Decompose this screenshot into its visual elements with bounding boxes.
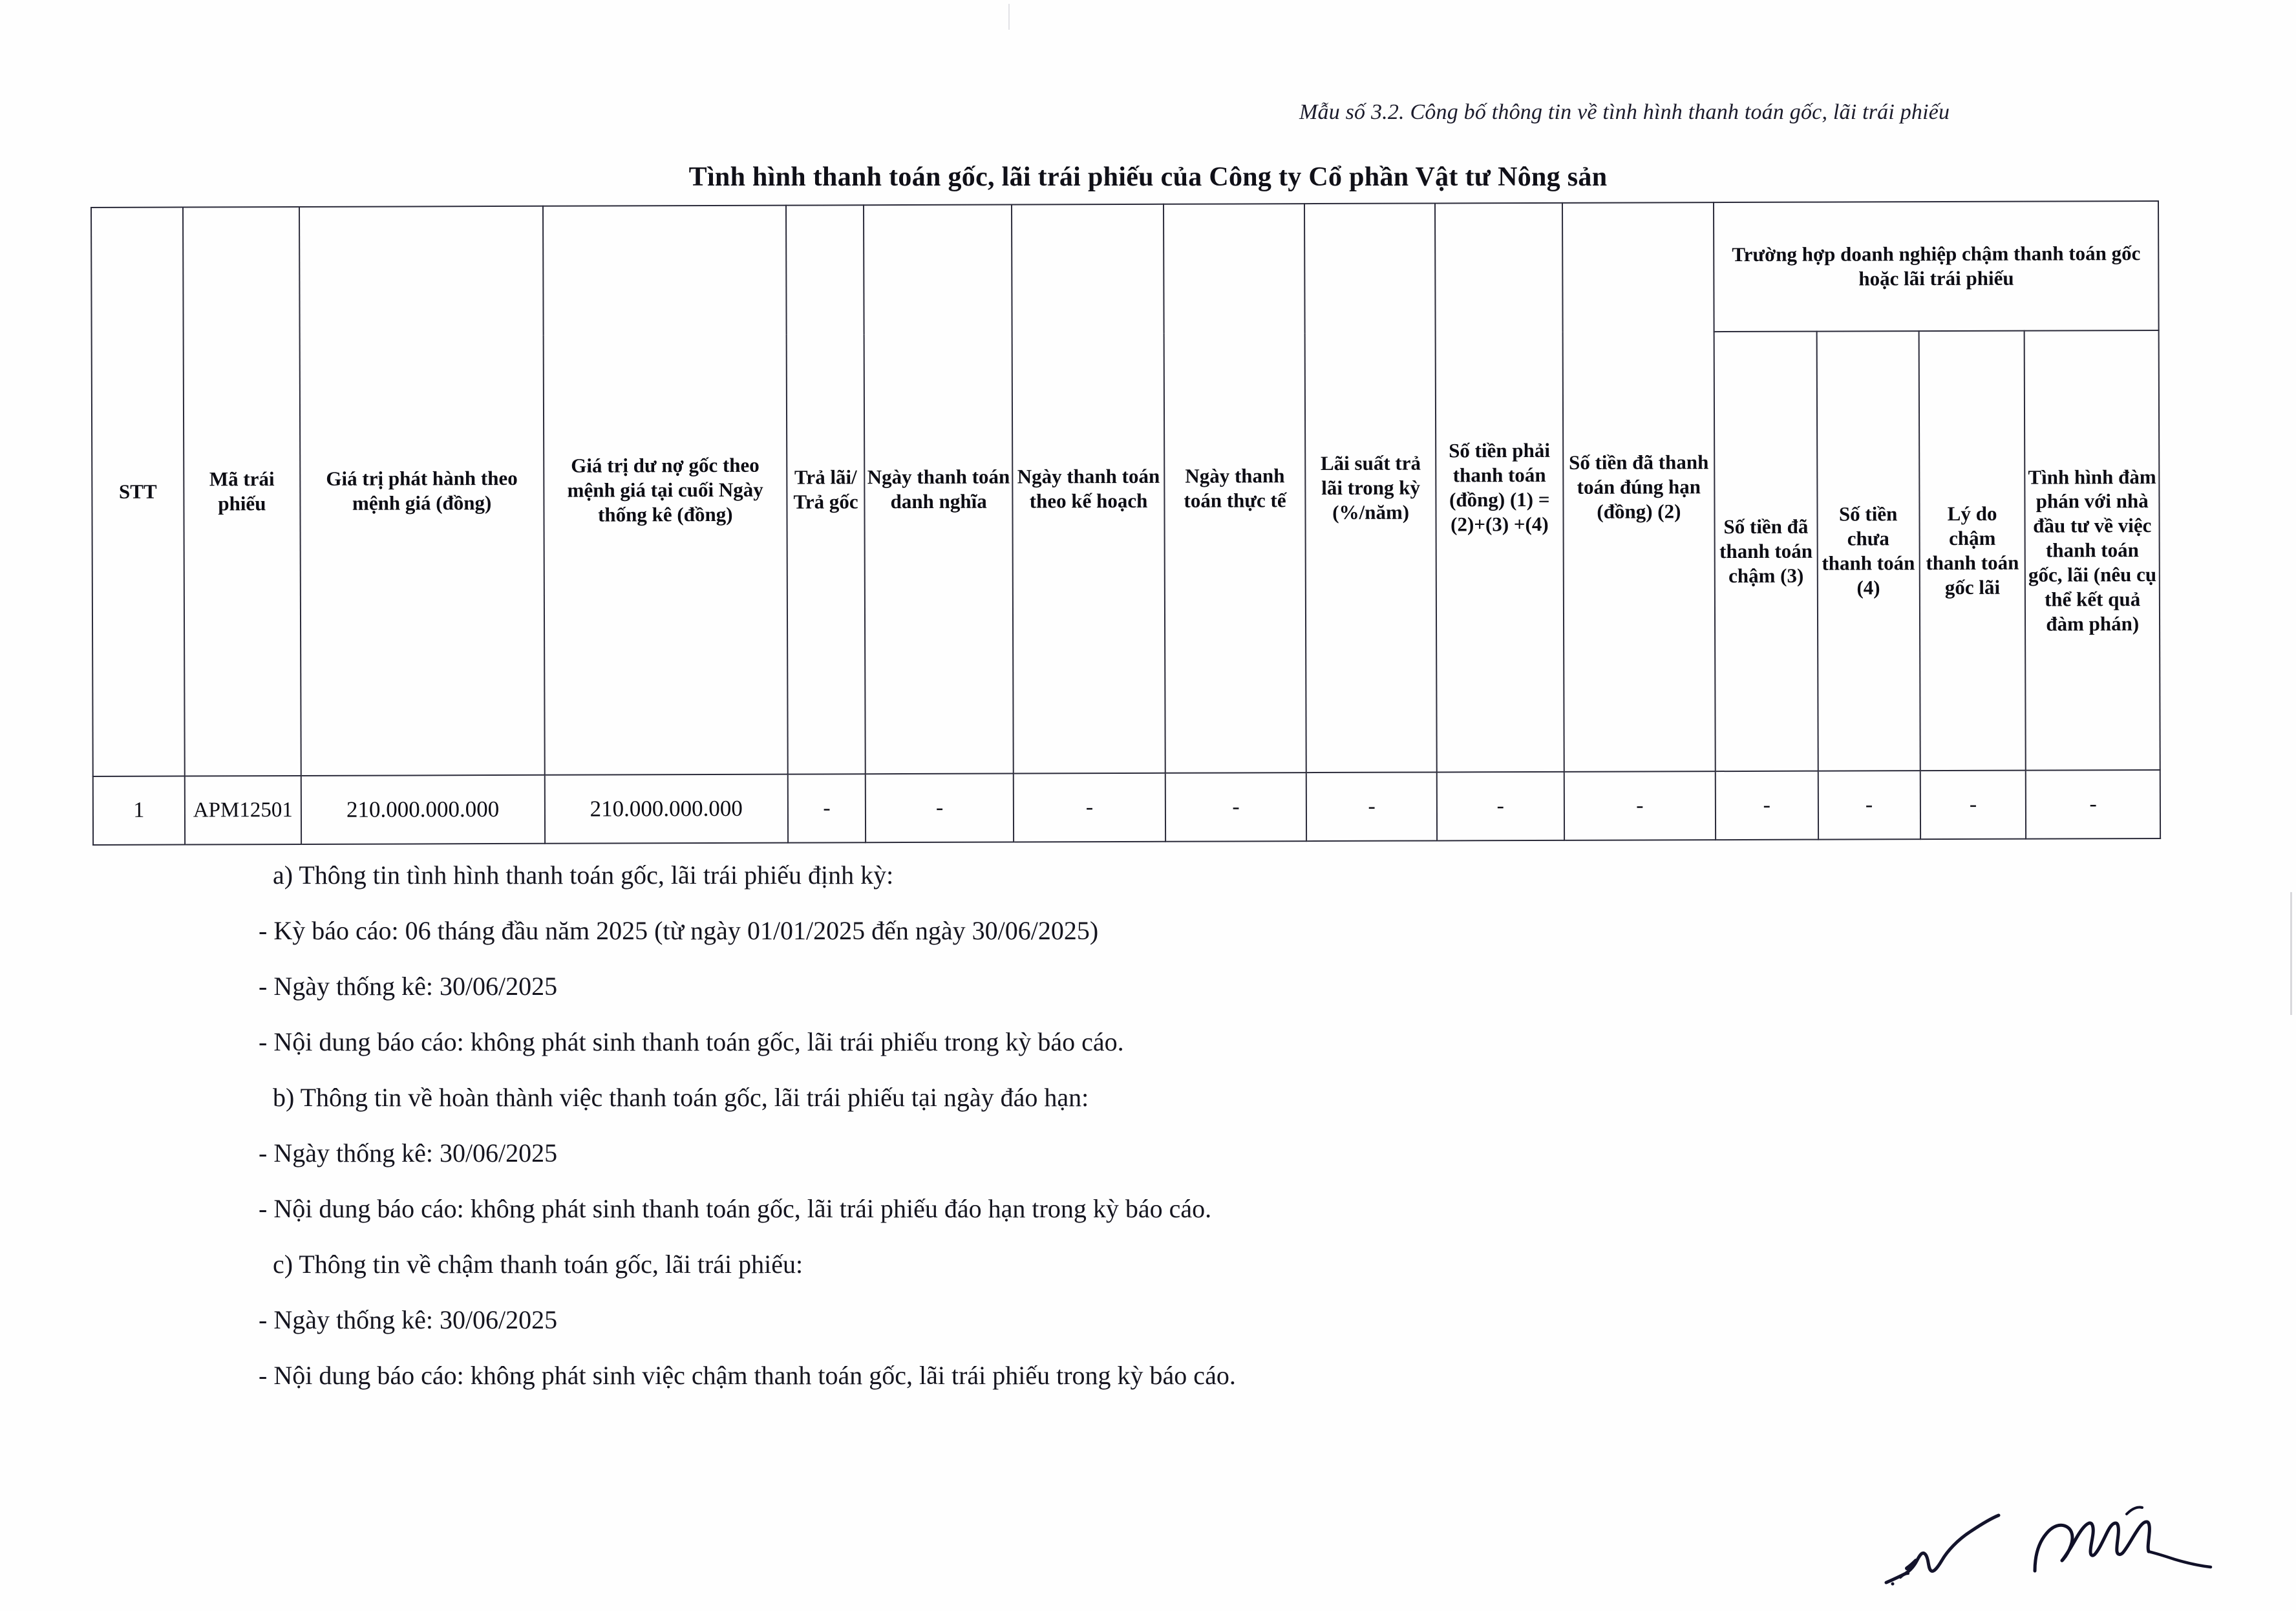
col-header-late-reason: Lý do chậm thanh toán gốc lãi bbox=[1919, 331, 2026, 771]
col-header-amount-due: Số tiền phải thanh toán (đồng) (1) = (2)+(3) +(4) bbox=[1435, 203, 1564, 773]
col-header-nominal-date: Ngày thanh toán danh nghĩa bbox=[864, 205, 1014, 774]
scan-artifact-top bbox=[1008, 4, 1010, 30]
page-title: Tình hình thanh toán gốc, lãi trái phiếu của Công ty Cổ phần Vật tư Nông sản bbox=[688, 162, 1608, 192]
cell-negotiation-status: - bbox=[2026, 770, 2160, 839]
col-header-code: Mã trái phiếu bbox=[183, 207, 301, 776]
cell-pay-type: - bbox=[788, 774, 866, 842]
col-header-planned-date: Ngày thanh toán theo kế hoạch bbox=[1012, 204, 1165, 774]
note-c-content: - Nội dung báo cáo: không phát sinh việc chậm thanh toán gốc, lãi trái phiếu trong kỳ báo cáo. bbox=[259, 1361, 1236, 1390]
col-header-amount-unpaid: Số tiền chưa thanh toán (4) bbox=[1816, 331, 1920, 771]
bond-payment-table bbox=[90, 200, 2161, 846]
note-b-content: - Nội dung báo cáo: không phát sinh thanh toán gốc, lãi trái phiếu đáo hạn trong kỳ báo cáo. bbox=[259, 1194, 1212, 1223]
note-b-date: - Ngày thống kê: 30/06/2025 bbox=[259, 1138, 558, 1168]
col-header-negotiation-status: Tình hình đàm phán với nhà đầu tư về việc thanh toán gốc, lãi (nêu cụ thể kết quả đàm phán) bbox=[2025, 330, 2160, 771]
form-number-label: Mẫu số 3.2. Công bố thông tin về tình hình thanh toán gốc, lãi trái phiếu bbox=[1299, 100, 1950, 124]
signature-mark-left bbox=[1881, 1506, 2030, 1597]
table-row bbox=[93, 770, 2160, 845]
note-c-date: - Ngày thống kê: 30/06/2025 bbox=[259, 1305, 558, 1334]
signature-area bbox=[1875, 1493, 2237, 1603]
col-header-actual-date: Ngày thanh toán thực tế bbox=[1164, 204, 1306, 773]
col-header-issue-value: Giá trị phát hành theo mệnh giá (đồng) bbox=[299, 206, 544, 776]
note-a-date: - Ngày thống kê: 30/06/2025 bbox=[259, 972, 558, 1001]
scan-artifact-right bbox=[2290, 892, 2292, 1015]
cell-stt: 1 bbox=[93, 776, 185, 845]
note-b-heading: b) Thông tin về hoàn thành việc thanh toán gốc, lãi trái phiếu tại ngày đáo hạn: bbox=[273, 1083, 1089, 1112]
table-header-group-row bbox=[91, 201, 2159, 337]
report-notes bbox=[259, 860, 1875, 1416]
cell-amount-due: - bbox=[1437, 772, 1564, 841]
col-header-amount-paid-late: Số tiền đã thanh toán chậm (3) bbox=[1714, 332, 1818, 771]
col-header-amount-paid-ontime: Số tiền đã thanh toán đúng hạn (đồng) (2) bbox=[1562, 202, 1716, 772]
cell-amount-unpaid: - bbox=[1818, 771, 1920, 839]
cell-amount-paid-ontime: - bbox=[1564, 771, 1716, 840]
col-header-late-payment-group: Trường hợp doanh nghiệp chậm thanh toán gốc hoặc lãi trái phiếu bbox=[1714, 201, 2158, 332]
cell-actual-date: - bbox=[1165, 773, 1307, 842]
cell-nominal-date: - bbox=[866, 774, 1014, 843]
note-a-content: - Nội dung báo cáo: không phát sinh thanh toán gốc, lãi trái phiếu trong kỳ báo cáo. bbox=[259, 1027, 1124, 1056]
cell-issue-value: 210.000.000.000 bbox=[301, 775, 545, 844]
col-header-interest-rate: Lãi suất trả lãi trong kỳ (%/năm) bbox=[1304, 203, 1437, 773]
cell-interest-rate: - bbox=[1306, 772, 1437, 841]
note-a-period: - Kỳ báo cáo: 06 tháng đầu năm 2025 (từ ngày 01/01/2025 đến ngày 30/06/2025) bbox=[259, 916, 1099, 945]
col-header-stt: STT bbox=[91, 208, 185, 776]
bond-table-container bbox=[90, 200, 2161, 846]
signature-mark-right bbox=[2030, 1493, 2224, 1590]
col-header-pay-type: Trả lãi/ Trả gốc bbox=[786, 205, 866, 774]
cell-late-reason: - bbox=[1920, 771, 2026, 840]
cell-amount-paid-late: - bbox=[1716, 771, 1818, 840]
cell-code: APM12501 bbox=[185, 776, 301, 845]
cell-planned-date: - bbox=[1014, 773, 1165, 842]
cell-outstanding-value: 210.000.000.000 bbox=[544, 774, 788, 844]
note-a-heading: a) Thông tin tình hình thanh toán gốc, lãi trái phiếu định kỳ: bbox=[273, 860, 894, 890]
col-header-outstanding-value: Giá trị dư nợ gốc theo mệnh giá tại cuối Ngày thống kê (đồng) bbox=[542, 206, 787, 775]
note-c-heading: c) Thông tin về chậm thanh toán gốc, lãi trái phiếu: bbox=[273, 1250, 803, 1279]
